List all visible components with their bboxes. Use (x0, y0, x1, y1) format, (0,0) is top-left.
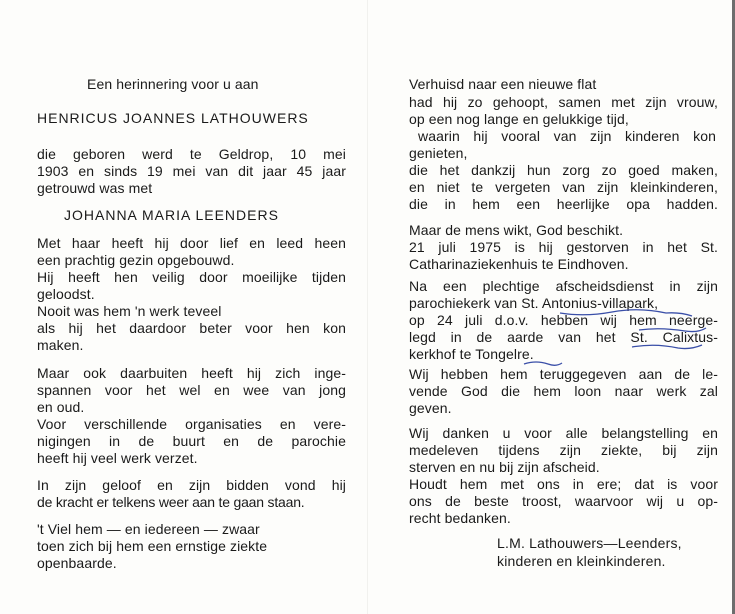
text-line: 1903 en sinds 19 mei van dit jaar 45 jaar (37, 163, 346, 179)
text-line: spannen voor het wel en wee van jong (37, 382, 346, 398)
text-line: als hij het daardoor beter voor hen kon (37, 320, 346, 336)
signature-line: L.M. Lathouwers—Leenders, (497, 535, 682, 551)
text-line: en niet te vergeten van zijn kleinkinderen, (409, 179, 718, 195)
text-line: Nooit was hem 'n werk teveel (37, 303, 222, 319)
text-line: recht bedanken. (409, 510, 511, 526)
text-line: heeft hij veel werk verzet. (37, 450, 198, 466)
intro-line: Een herinnering voor u aan (87, 76, 259, 92)
text-line: geven. (409, 400, 452, 416)
text-line: Wij hebben hem teruggegeven aan de le- (409, 366, 718, 382)
text-line: ons de beste troost, waarvoor wij u op- (409, 493, 718, 509)
text-line: maken. (37, 337, 84, 353)
text-line: legd in de aarde van het St. Calixtus- (409, 329, 718, 345)
text-line: Maar ook daarbuiten heeft hij zich inge- (37, 365, 346, 381)
text-line: 't Viel hem — en iedereen — zwaar (37, 521, 260, 537)
text-line: Voor verschillende organisaties en vere- (37, 416, 346, 432)
text-line: vende God die hem loon naar werk zal (409, 383, 718, 399)
text-line: getrouwd was met (37, 180, 153, 196)
text-line: Hij heeft hen veilig door moeilijke tijden (37, 269, 346, 285)
signature-line: kinderen en kleinkinderen. (497, 553, 666, 569)
text-line: Verhuisd naar een nieuwe flat (409, 76, 597, 92)
text-line: medeleven tijdens zijn ziekte, bij zijn (409, 442, 718, 458)
text-line: op een nog lange en gelukkige tijd, (409, 111, 629, 127)
text-line: die geboren werd te Geldrop, 10 mei (37, 146, 346, 162)
text-line: openbaarde. (37, 555, 117, 571)
text-line: Maar de mens wikt, God beschikt. (409, 222, 624, 238)
spouse-name: JOHANNA MARIA LEENDERS (64, 207, 279, 223)
text-line: parochiekerk van St. Antonius-villapark, (409, 295, 659, 311)
text-line: en oud. (37, 399, 85, 415)
text-line: In zijn geloof en zijn bidden vond hij (37, 477, 346, 493)
deceased-name: HENRICUS JOANNES LATHOUWERS (37, 110, 309, 126)
text-line: Met haar heeft hij door lief en leed heen (37, 235, 346, 251)
text-line: Wij danken u voor alle belangstelling en (409, 425, 718, 441)
pen-underline (632, 345, 702, 349)
text-line: 21 juli 1975 is hij gestorven in het St. (409, 239, 718, 255)
text-line: toen zich bij hem een ernstige ziekte (37, 538, 268, 554)
text-line: Houdt hem met ons in ere; dat is voor (409, 476, 718, 492)
text-line: genieten, (409, 145, 468, 161)
text-line: die het dankzij hun zorg zo goed maken, (409, 162, 718, 178)
text-line: sterven en nu bij zijn afscheid. (409, 459, 600, 475)
text-line: een prachtig gezin opgebouwd. (37, 252, 235, 268)
text-line: had hij zo gehoopt, samen met zijn vrouw, (409, 94, 718, 110)
text-line: Na een plechtige afscheidsdienst in zijn (409, 278, 718, 294)
text-line: kerkhof te Tongelre. (409, 346, 534, 362)
card-fold (367, 0, 368, 614)
text-line: op 24 juli d.o.v. hebben wij hem neerge- (409, 312, 718, 328)
pen-underline (524, 362, 562, 365)
text-line: die in hem een heerlijke opa hadden. (409, 196, 718, 212)
text-line: de kracht er telkens weer aan te gaan staan. (37, 494, 305, 510)
text-line: nigingen in de buurt en de parochie (37, 433, 346, 449)
text-line: geloodst. (37, 286, 95, 302)
text-line: Catharinaziekenhuis te Eindhoven. (409, 256, 629, 272)
text-line: waarin hij vooral van zijn kinderen kon (418, 128, 716, 144)
